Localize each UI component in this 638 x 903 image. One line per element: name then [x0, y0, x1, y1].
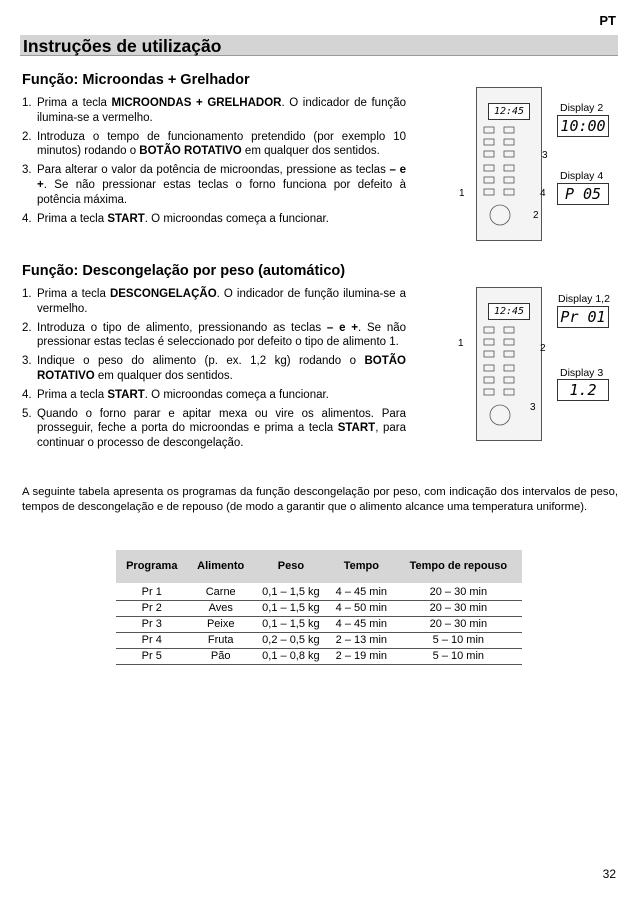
step-item: [22, 388, 406, 403]
display-label: Display 1,2: [558, 293, 610, 305]
display-label: Display 3: [560, 367, 604, 379]
step-text: . O microondas começa a funcionar.: [144, 388, 329, 401]
step-number: 1.: [22, 288, 32, 300]
step-text: Introduza o tempo de funcionamento pretendido (por exemplo 10 minutos) rodando o: [37, 130, 406, 158]
step-item: [22, 407, 406, 451]
step-text: . O indicador de função ilumina-se a vermelho.: [37, 97, 407, 124]
callout-1: 1: [458, 338, 464, 349]
column-header: Tempo de repouso: [395, 550, 522, 584]
step-item: [22, 212, 406, 227]
step-text: Indique o peso do alimento (p. ex. 1,2 kg) rodando o: [37, 355, 365, 368]
step-key: DESCONGELAÇÃO: [109, 288, 217, 300]
table-cell: Aves: [188, 601, 254, 617]
callout-3: 3: [530, 402, 536, 413]
step-number: 3.: [22, 164, 32, 177]
table-row: [116, 617, 522, 633]
step-item: [22, 130, 406, 160]
table-cell: 20 – 30 min: [395, 584, 522, 601]
table-cell: 5 – 10 min: [395, 649, 522, 665]
table-cell: 2 – 13 min: [328, 633, 395, 649]
step-text: Quando o forno parar e apitar mexa ou vire os alimentos. Para prosseguir, feche a porta do microondas e prima a tecla: [37, 407, 406, 435]
table-cell: 2 – 19 min: [328, 649, 395, 665]
callout-4: 4: [540, 188, 546, 199]
table-row: [116, 601, 522, 617]
panel-display: 12:45: [488, 303, 530, 320]
defrost-programs-table: [116, 550, 522, 665]
display-box: 1.2: [557, 379, 609, 401]
table-cell: 4 – 45 min: [328, 584, 395, 601]
step-text: Prima a tecla: [37, 388, 108, 401]
step-text: Prima a tecla: [37, 212, 108, 225]
step-text: . O microondas começa a funcionar.: [144, 212, 329, 225]
table-row: [116, 649, 522, 665]
step-key: MICROONDAS + GRELHADOR: [111, 97, 282, 109]
callout-1: 1: [459, 188, 465, 199]
step-text: . Se não pressionar estas teclas é seleccionado por defeito o tipo de alimento 1.: [37, 321, 407, 349]
panel-buttons-drawing: [450, 87, 560, 247]
table-cell: 0,1 – 0,8 kg: [254, 649, 328, 665]
section-heading: Função: Descongelação por peso (automático): [22, 263, 346, 279]
step-text: em qualquer dos sentidos.: [241, 145, 380, 158]
section-microwave-grill: [22, 72, 406, 230]
table-cell: Pr 5: [116, 649, 188, 665]
step-text: Prima a tecla: [37, 288, 110, 300]
table-cell: Carne: [188, 584, 254, 601]
step-key: START: [107, 212, 145, 225]
step-key: – e +: [326, 321, 358, 334]
step-key: START: [337, 422, 376, 435]
display-label: Display 4: [560, 170, 604, 182]
table-cell: 5 – 10 min: [395, 633, 522, 649]
display-box: 10:00: [557, 115, 609, 137]
step-item: [22, 96, 406, 126]
step-number: 3.: [22, 355, 32, 368]
table-cell: 20 – 30 min: [395, 601, 522, 617]
step-key: BOTÃO ROTATIVO: [139, 145, 242, 158]
table-cell: 4 – 50 min: [328, 601, 395, 617]
step-text: . Se não pressionar estas teclas o forno funciona por defeito à potência máxima.: [37, 178, 406, 206]
column-header: Programa: [116, 550, 188, 584]
callout-2: 2: [533, 210, 539, 221]
table-row: [116, 633, 522, 649]
steps-list: [22, 287, 406, 451]
table-cell: Pão: [188, 649, 254, 665]
display-box: Pr 01: [557, 306, 609, 328]
step-text: Prima a tecla: [37, 97, 112, 109]
step-key: BOTÃO ROTATIVO: [37, 355, 406, 382]
step-item: [22, 321, 406, 351]
display-label: Display 2: [560, 102, 604, 114]
table-cell: 0,1 – 1,5 kg: [254, 617, 328, 633]
section-heading: Função: Microondas + Grelhador: [22, 72, 250, 88]
step-number: 4.: [22, 212, 32, 225]
callout-2: 2: [540, 343, 546, 354]
step-number: 2.: [22, 321, 32, 334]
display-box: P 05: [557, 183, 609, 205]
page-title: Instruções de utilização: [20, 35, 618, 56]
step-number: 5.: [22, 407, 32, 420]
page-number: 32: [602, 867, 616, 881]
section-defrost-by-weight: [22, 263, 406, 455]
table-cell: 4 – 45 min: [328, 617, 395, 633]
step-item: [22, 287, 406, 317]
table-cell: Pr 4: [116, 633, 188, 649]
steps-list: [22, 96, 406, 226]
table-cell: Fruta: [188, 633, 254, 649]
table-intro: A seguinte tabela apresenta os programas da função descongelação por peso, com indicação dos intervalos de peso, tempos de descongelação e de repouso (de modo a garantir que o alimento alcance uma temperatura uniforme).: [22, 486, 618, 513]
table-cell: Pr 1: [116, 584, 188, 601]
callout-3: 3: [542, 150, 548, 161]
table-cell: 0,1 – 1,5 kg: [254, 601, 328, 617]
step-text: . O indicador de função ilumina-se a vermelho.: [37, 288, 406, 315]
table-header-row: [116, 550, 522, 584]
language-code: PT: [599, 13, 616, 28]
table-cell: 20 – 30 min: [395, 617, 522, 633]
table-cell: 0,1 – 1,5 kg: [254, 584, 328, 601]
table-row: [116, 584, 522, 601]
step-number: 2.: [22, 130, 32, 143]
step-item: [22, 354, 406, 384]
step-key: – e +: [37, 164, 406, 191]
step-text: , para continuar o processo de descongelação.: [37, 422, 406, 450]
table-cell: Pr 2: [116, 601, 188, 617]
table-cell: Pr 3: [116, 617, 188, 633]
panel-display: 12:45: [488, 103, 530, 120]
step-number: 4.: [22, 388, 32, 401]
step-text: em qualquer dos sentidos.: [94, 369, 233, 382]
column-header: Peso: [254, 550, 328, 584]
step-item: [22, 163, 406, 207]
column-header: Alimento: [188, 550, 254, 584]
step-text: Introduza o tipo de alimento, pressionando as teclas: [37, 321, 327, 334]
panel-buttons-drawing: [450, 287, 560, 447]
table-cell: Peixe: [188, 617, 254, 633]
column-header: Tempo: [328, 550, 395, 584]
step-key: START: [107, 388, 145, 401]
step-text: Para alterar o valor da potência de microondas, pressione as teclas: [37, 164, 390, 177]
table-cell: 0,2 – 0,5 kg: [254, 633, 328, 649]
step-number: 1.: [22, 97, 32, 109]
